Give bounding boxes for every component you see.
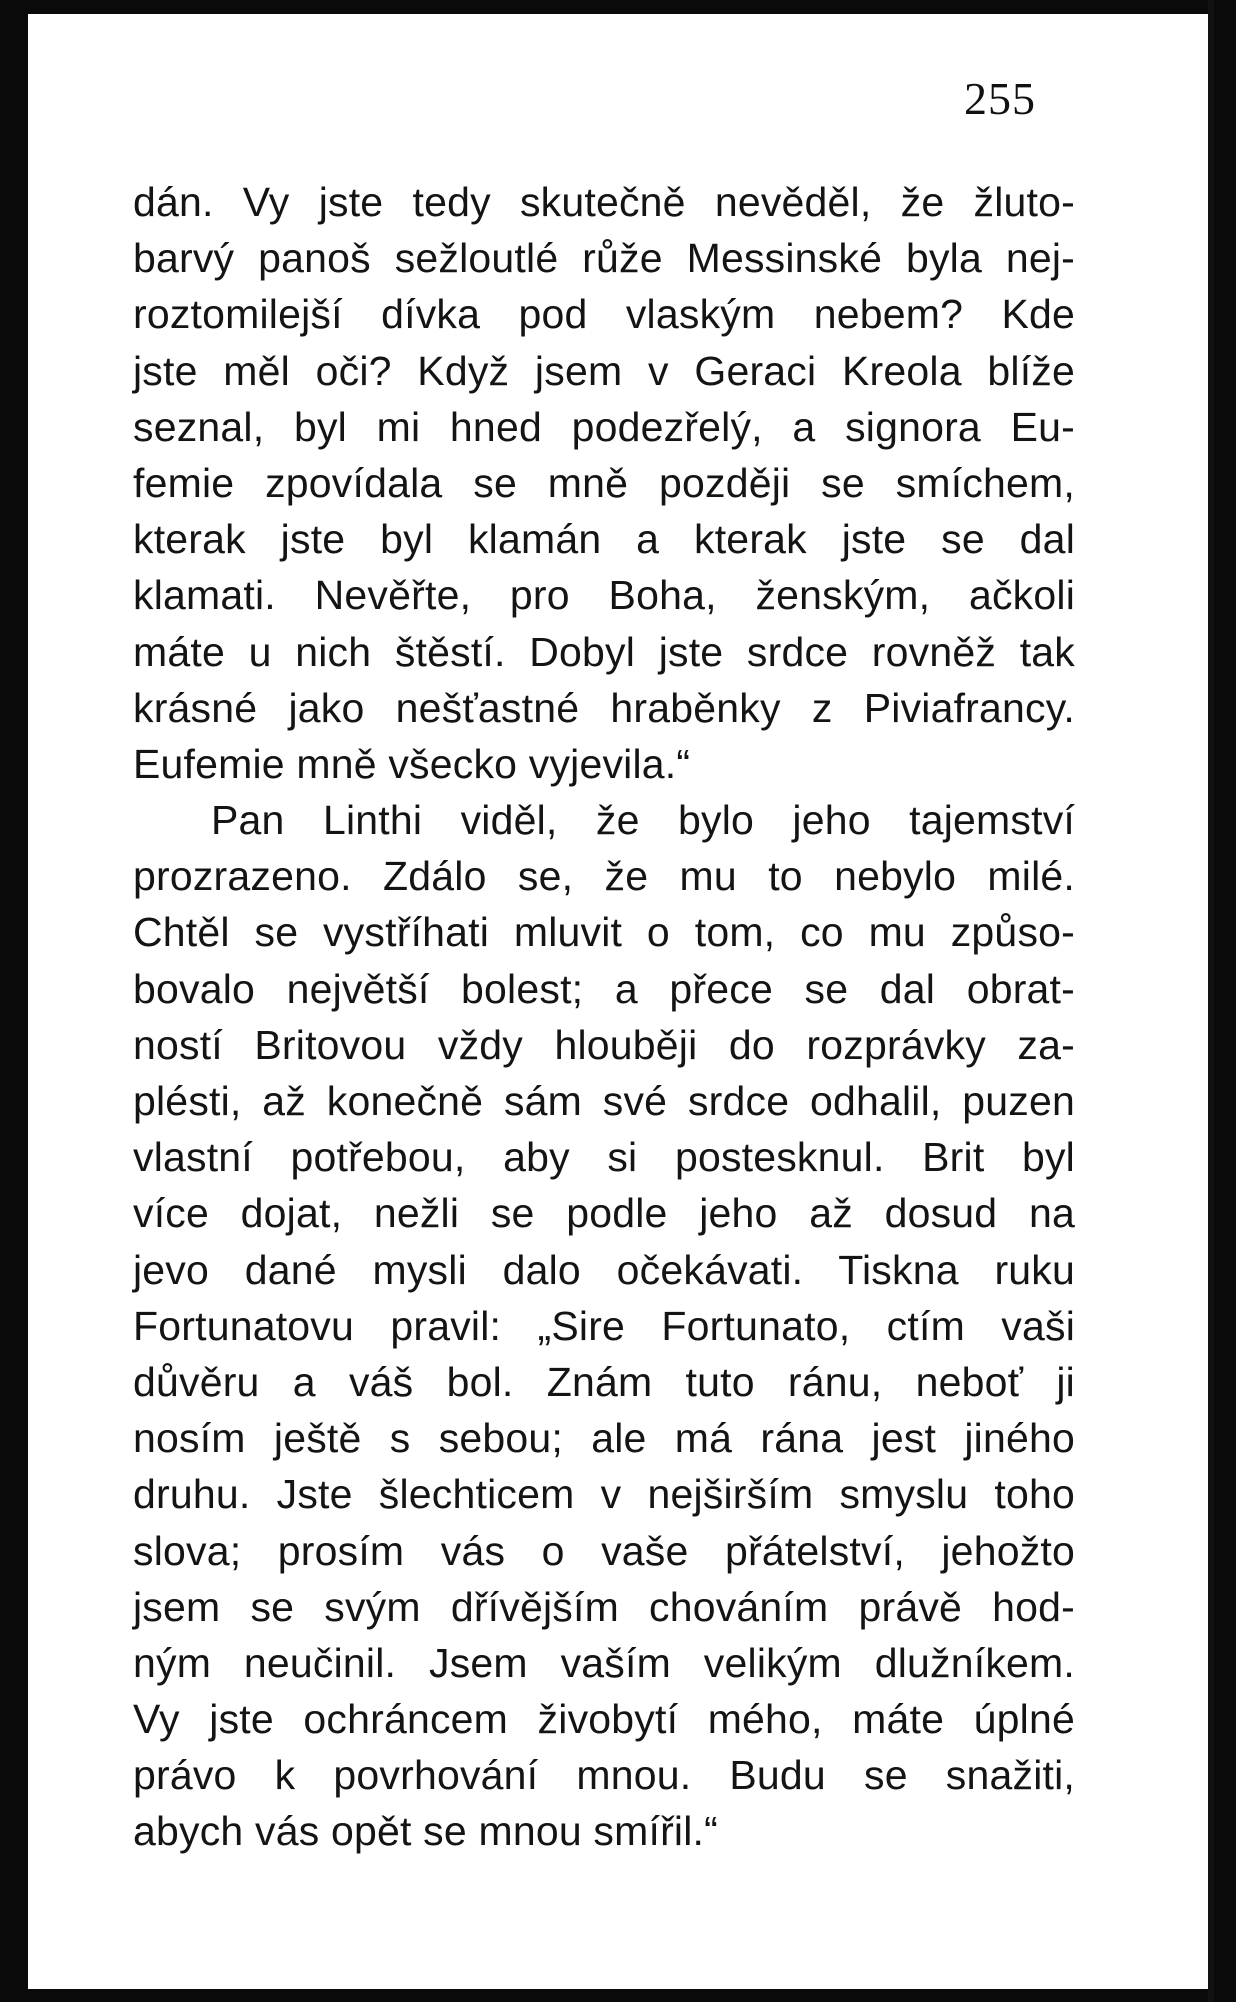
text-line: Chtěl se vystříhati mluvit o tom, co mu způso-: [133, 909, 1075, 956]
text-line: nosím ještě s sebou; ale má rána jest jiného: [133, 1415, 1075, 1462]
page-edge-shadow: [1208, 0, 1214, 2002]
text-line: máte u nich štěstí. Dobyl jste srdce rovněž tak: [133, 628, 1075, 675]
text-line: Fortunatovu pravil: „Sire Fortunato, ctím vaši: [133, 1302, 1075, 1349]
text-line: barvý panoš sežloutlé růže Messinské byla nej-: [133, 235, 1075, 282]
text-line: krásné jako nešťastné hraběnky z Piviafrancy.: [133, 684, 1075, 731]
text-line: abych vás opět se mnou smířil.“: [133, 1808, 718, 1855]
text-line: ným neučinil. Jsem vaším velikým dlužníkem.: [133, 1639, 1075, 1686]
text-line: Pan Linthi viděl, že bylo jeho tajemství: [211, 797, 1075, 844]
text-line: důvěru a váš bol. Znám tuto ránu, neboť ji: [133, 1358, 1075, 1405]
text-line: bovalo největší bolest; a přece se dal obrat-: [133, 965, 1075, 1012]
text-line: jste měl oči? Když jsem v Geraci Kreola blíže: [133, 347, 1075, 394]
text-line: roztomilejší dívka pod vlaským nebem? Kde: [133, 291, 1075, 338]
text-line: druhu. Jste šlechticem v nejširším smyslu toho: [133, 1471, 1075, 1518]
text-line: plésti, až konečně sám své srdce odhalil, puzen: [133, 1078, 1075, 1124]
text-line: jevo dané mysli dalo očekávati. Tiskna ruku: [133, 1246, 1075, 1293]
text-line: prozrazeno. Zdálo se, že mu to nebylo milé.: [133, 853, 1075, 900]
text-line: právo k povrhování mnou. Budu se snažiti,: [133, 1752, 1075, 1799]
text-line: kterak jste byl klamán a kterak jste se dal: [133, 516, 1075, 563]
text-line: jsem se svým dřívějším chováním právě hod-: [133, 1583, 1075, 1630]
text-line: femie zpovídala se mně později se smíchem,: [133, 459, 1075, 506]
text-line: více dojat, nežli se podle jeho až dosud na: [133, 1190, 1075, 1237]
text-line: slova; prosím vás o vaše přátelství, jehožto: [133, 1527, 1075, 1574]
text-line: ností Britovou vždy hlouběji do rozprávky za-: [133, 1021, 1075, 1068]
body-text: [133, 174, 1075, 1860]
text-line: Eufemie mně všecko vyjevila.“: [133, 740, 691, 787]
page-number: 255: [964, 73, 1036, 124]
text-line: klamati. Nevěřte, pro Boha, ženským, ačkoli: [133, 572, 1075, 619]
book-page: [28, 14, 1208, 1989]
text-line: seznal, byl mi hned podezřelý, a signora Eu-: [133, 403, 1075, 450]
text-line: dán. Vy jste tedy skutečně nevěděl, že žluto-: [133, 179, 1075, 225]
text-line: vlastní potřebou, aby si postesknul. Brit byl: [133, 1134, 1075, 1181]
text-line: Vy jste ochráncem živobytí mého, máte úplné: [133, 1696, 1075, 1743]
